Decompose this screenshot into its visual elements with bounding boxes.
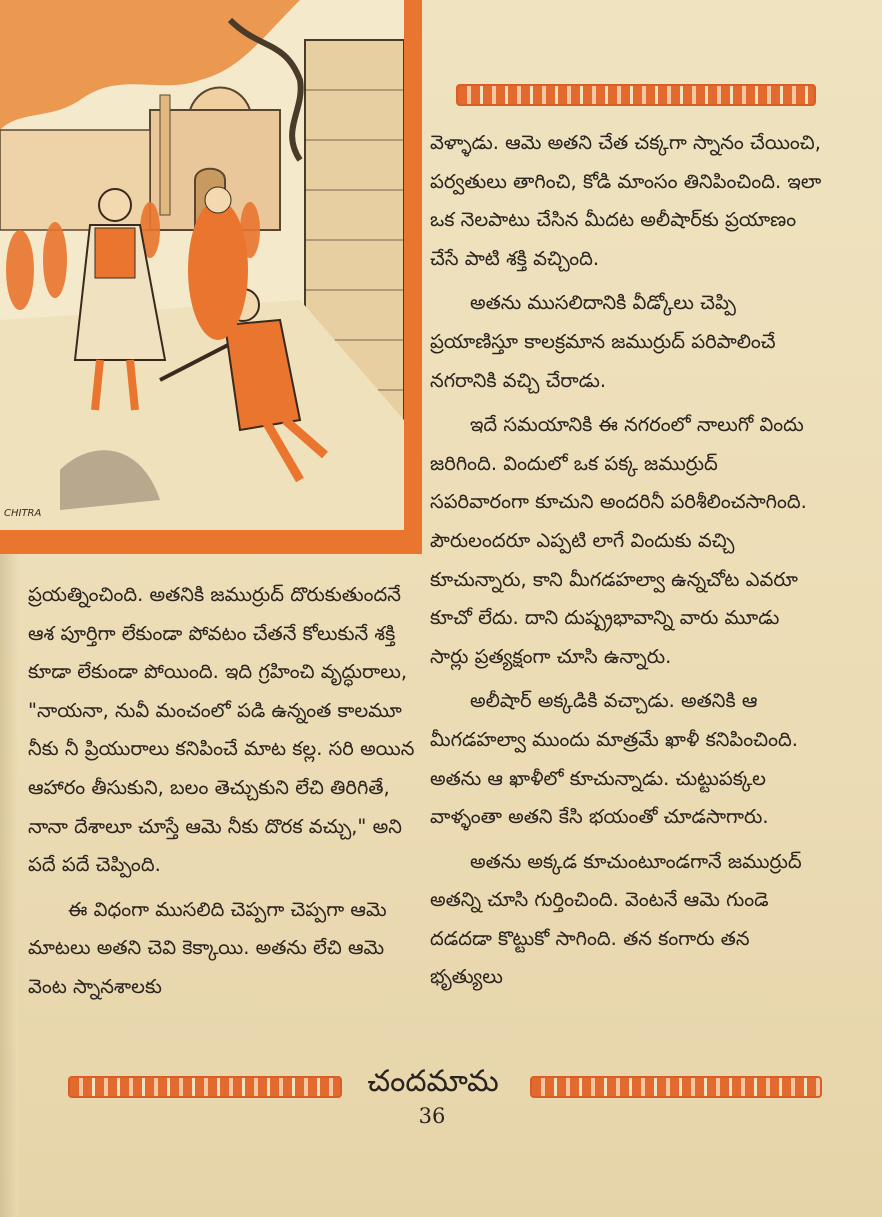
illustration-frame bbox=[0, 0, 422, 554]
illustration-drawing bbox=[0, 0, 404, 530]
paragraph: ఇదే సమయానికి ఈ నగరంలో నాలుగో విందు జరిగింది. విందులో ఒక పక్క జముర్రుద్ సపరివారంగా కూచుని అందరినీ పరిశీలించసాగింది. పౌరులందరూ ఎప్పటి లాగే విందుకు వచ్చి కూచున్నారు, కాని మీగడహల్వా ఉన్నచోట ఎవరూ కూచో లేదు. దాని దుష్ప్రభావాన్ని వారు మూడు సార్లు ప్రత్యక్షంగా చూసి ఉన్నారు. bbox=[430, 413, 807, 668]
paragraph: అతను అక్కడ కూచుంటూండగానే జముర్రుద్ అతన్ని చూసి గుర్తించింది. వెంటనే ఆమె గుండె దడదడా కొట్టుకో సాగింది. తన కంగారు తన భృత్యులు bbox=[430, 849, 802, 989]
paragraph: అతను ముసలిదానికి వీడ్కోలు చెప్పి ప్రయాణిస్తూ కాలక్రమాన జముర్రుద్ పరిపాలించే నగరానికి వచ్చి చేరాడు. bbox=[430, 291, 776, 392]
text-column-right bbox=[430, 124, 822, 997]
text-column-left bbox=[28, 576, 426, 1007]
paragraph: అలీషార్ అక్కడికి వచ్చాడు. అతనికి ఆ మీగడహల్వా ముందు మాత్రమే ఖాళీ కనిపించింది. అతను ఆ ఖాళీలో కూచున్నాడు. చుట్టుపక్కల వాళ్ళంతా అతని కేసి భయంతో చూడసాగారు. bbox=[430, 689, 798, 829]
story-illustration bbox=[0, 0, 404, 530]
ornament-border-footer-right bbox=[530, 1076, 822, 1098]
paragraph: ఈ విధంగా ముసలిది చెప్పగా చెప్పగా ఆమె మాటలు అతని చెవి కెక్కాయి. అతను లేచి ఆమె వెంట స్నానశాలకు bbox=[28, 897, 387, 998]
page-number: 36 bbox=[418, 1104, 446, 1128]
ornament-border-top bbox=[456, 84, 816, 106]
ornament-border-footer-left bbox=[68, 1076, 342, 1098]
illustration-signature: CHITRA bbox=[4, 508, 42, 519]
paragraph: వెళ్ళాడు. ఆమె అతని చేత చక్కగా స్నానం చేయించి, పర్వతులు తాగించి, కోడి మాంసం తినిపించింది. ఇలా ఒక నెలపాటు చేసిన మీదట అలీషార్‌కు ప్రయాణం చేసే పాటి శక్తి వచ్చింది. bbox=[430, 131, 822, 270]
magazine-title: చందమామ bbox=[367, 1064, 499, 1099]
paragraph: ప్రయత్నించింది. అతనికి జముర్రుద్ దొరుకుతుందనే ఆశ పూర్తిగా లేకుండా పోవటం చేతనే కోలుకునే శక్తి కూడా లేకుండా పోయింది. ఇది గ్రహించి వృద్ధురాలు, "నాయనా, నువీ మంచంలో పడి ఉన్నంత కాలమూ నీకు నీ ప్రియురాలు కనిపించే మాట కల్ల. సరి అయిన ఆహారం తీసుకుని, బలం తెచ్చుకుని లేచి తిరిగితే, నానా దేశాలూ చూస్తే ఆమె నీకు దొరక వచ్చు," అని పదే పదే చెప్పింది. bbox=[28, 583, 415, 877]
